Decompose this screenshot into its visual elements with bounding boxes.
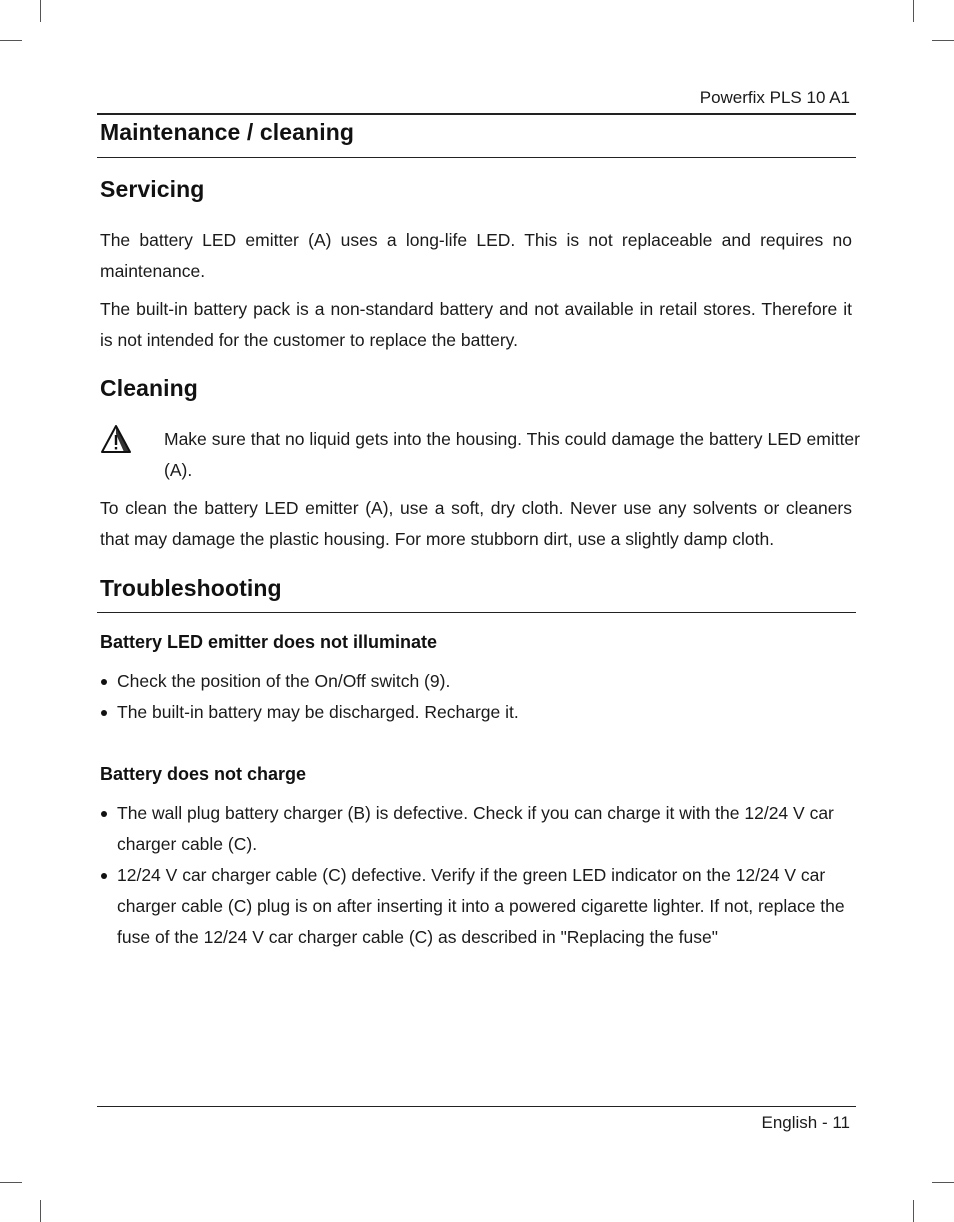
crop-mark xyxy=(932,40,954,41)
bullet-icon xyxy=(101,811,107,817)
problem-title: Battery LED emitter does not illuminate xyxy=(100,632,438,652)
list-item xyxy=(100,798,855,860)
bullet-icon xyxy=(101,679,107,685)
crop-mark xyxy=(913,0,914,22)
crop-mark xyxy=(40,1200,41,1222)
problem-title: Battery does not charge xyxy=(100,764,307,784)
section-title-maintenance: Maintenance / cleaning xyxy=(100,119,354,145)
header-product-name: Powerfix PLS 10 A1 xyxy=(699,88,850,107)
bullet-icon xyxy=(101,710,107,716)
page-number: English - 11 xyxy=(761,1113,850,1132)
list-item-text: 12/24 V car charger cable (C) defective. Verify if the green LED indicator on the 12/24 V car charger cable (C) plug is on after inserting it into a powered cigarette lighter. If not, replace the fuse of the 12/24 V car charger cable (C) as described in "Replacing the fuse" xyxy=(117,865,845,947)
subsection-title-servicing: Servicing xyxy=(100,176,205,202)
solution-list xyxy=(100,666,855,728)
list-item-text: The wall plug battery charger (B) is defective. Check if you can charge it with the 12/24 V car charger cable (C). xyxy=(117,803,834,854)
list-item-text: Check the position of the On/Off switch (9). xyxy=(117,671,451,691)
crop-mark xyxy=(0,40,22,41)
list-item xyxy=(100,666,855,697)
list-item xyxy=(100,860,855,953)
footer-rule xyxy=(97,1106,856,1107)
bullet-icon xyxy=(101,873,107,879)
section-rule xyxy=(97,612,856,613)
warning-triangle-icon xyxy=(100,424,132,454)
crop-mark xyxy=(0,1182,22,1183)
crop-mark xyxy=(932,1182,954,1183)
crop-mark xyxy=(40,0,41,22)
servicing-paragraph: The built-in battery pack is a non-standard battery and not available in retail stores. Therefore it is not intended for the customer to replace the battery. xyxy=(100,299,852,350)
cleaning-paragraph: To clean the battery LED emitter (A), use a soft, dry cloth. Never use any solvents or cleaners that may damage the plastic housing. For more stubborn dirt, use a slightly damp cloth. xyxy=(100,498,852,549)
list-item-text: The built-in battery may be discharged. Recharge it. xyxy=(117,702,519,722)
section-title-troubleshooting: Troubleshooting xyxy=(100,575,282,601)
crop-mark xyxy=(913,1200,914,1222)
servicing-paragraph: The battery LED emitter (A) uses a long-life LED. This is not replaceable and requires no maintenance. xyxy=(100,230,852,281)
list-item xyxy=(100,697,855,728)
subsection-title-cleaning: Cleaning xyxy=(100,375,198,401)
solution-list xyxy=(100,798,855,953)
cleaning-warning-text: Make sure that no liquid gets into the housing. This could damage the battery LED emitter (A). xyxy=(164,429,860,480)
header-rule xyxy=(97,113,856,115)
section-rule xyxy=(97,157,856,158)
